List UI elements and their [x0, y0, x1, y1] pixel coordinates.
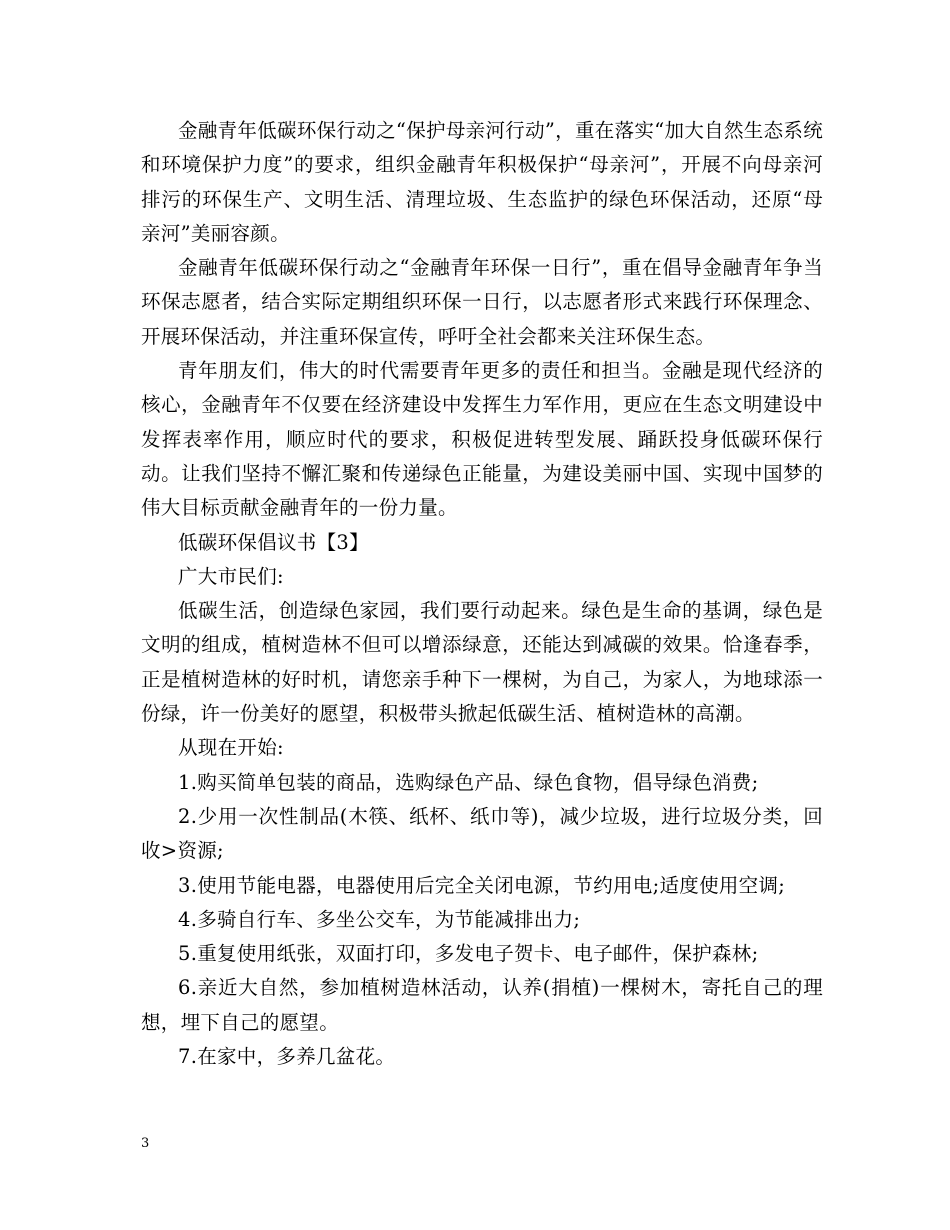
document-body: [141, 114, 823, 1074]
page-number: 3: [141, 1136, 150, 1151]
list-item-3: 3.使用节能电器，电器使用后完全关闭电源，节约用电;适度使用空调;: [178, 873, 786, 897]
section-title-proposal-3: 低碳环保倡议书【3】: [178, 530, 369, 554]
list-item-6: 6.亲近大自然，参加植树造林活动，认养(捐植)一棵树木，寄托自己的理想，埋下自己的愿望。: [141, 976, 823, 1034]
list-item-2: 2.少用一次性制品(木筷、纸杯、纸巾等)，减少垃圾，进行垃圾分类，回收>资源;: [141, 804, 823, 863]
paragraph-youth-responsibility: 青年朋友们，伟大的时代需要青年更多的责任和担当。金融是现代经济的核心，金融青年不仅要在经济建设中发挥生力军作用，更应在生态文明建设中发挥表率作用，顺应时代的要求，积极促进转型发展、踊跃投身低碳环保行动。让我们坚持不懈汇聚和传递绿色正能量，为建设美丽中国、实现中国梦的伟大目标贡献金融青年的一份力量。: [141, 359, 823, 520]
list-item-7: 7.在家中，多养几盆花。: [178, 1045, 396, 1069]
paragraph-green-home: 低碳生活，创造绿色家园，我们要行动起来。绿色是生命的基调，绿色是文明的组成，植树造林不但可以增添绿意，还能达到减碳的效果。恰逢春季，正是植树造林的好时机，请您亲手种下一棵树，为自己，为家人，为地球添一份绿，许一份美好的愿望，积极带头掀起低碳生活、植树造林的高潮。: [141, 599, 823, 726]
paragraph-start-now: 从现在开始:: [178, 736, 284, 760]
paragraph-mother-river-action: 金融青年低碳环保行动之“保护母亲河行动”，重在落实“加大自然生态系统和环境保护力度”的要求，组织金融青年积极保护“母亲河”，开展不向母亲河排污的环保生产、文明生活、清理垃圾、生态监护的绿色环保活动，还原“母亲河”美丽容颜。: [141, 119, 823, 245]
paragraph-environmental-day-action: 金融青年低碳环保行动之“金融青年环保一日行”，重在倡导金融青年争当环保志愿者，结合实际定期组织环保一日行，以志愿者形式来践行环保理念、开展环保活动，并注重环保宣传，呼吁全社会都来关注环保生态。: [141, 256, 823, 348]
list-item-1: 1.购买简单包装的商品，选购绿色产品、绿色食物，倡导绿色消费;: [178, 770, 759, 794]
salutation: 广大市民们:: [178, 564, 284, 588]
list-item-4: 4.多骑自行车、多坐公交车，为节能减排出力;: [178, 907, 581, 931]
list-item-5: 5.重复使用纸张，双面打印，多发电子贺卡、电子邮件，保护森林;: [178, 942, 759, 966]
